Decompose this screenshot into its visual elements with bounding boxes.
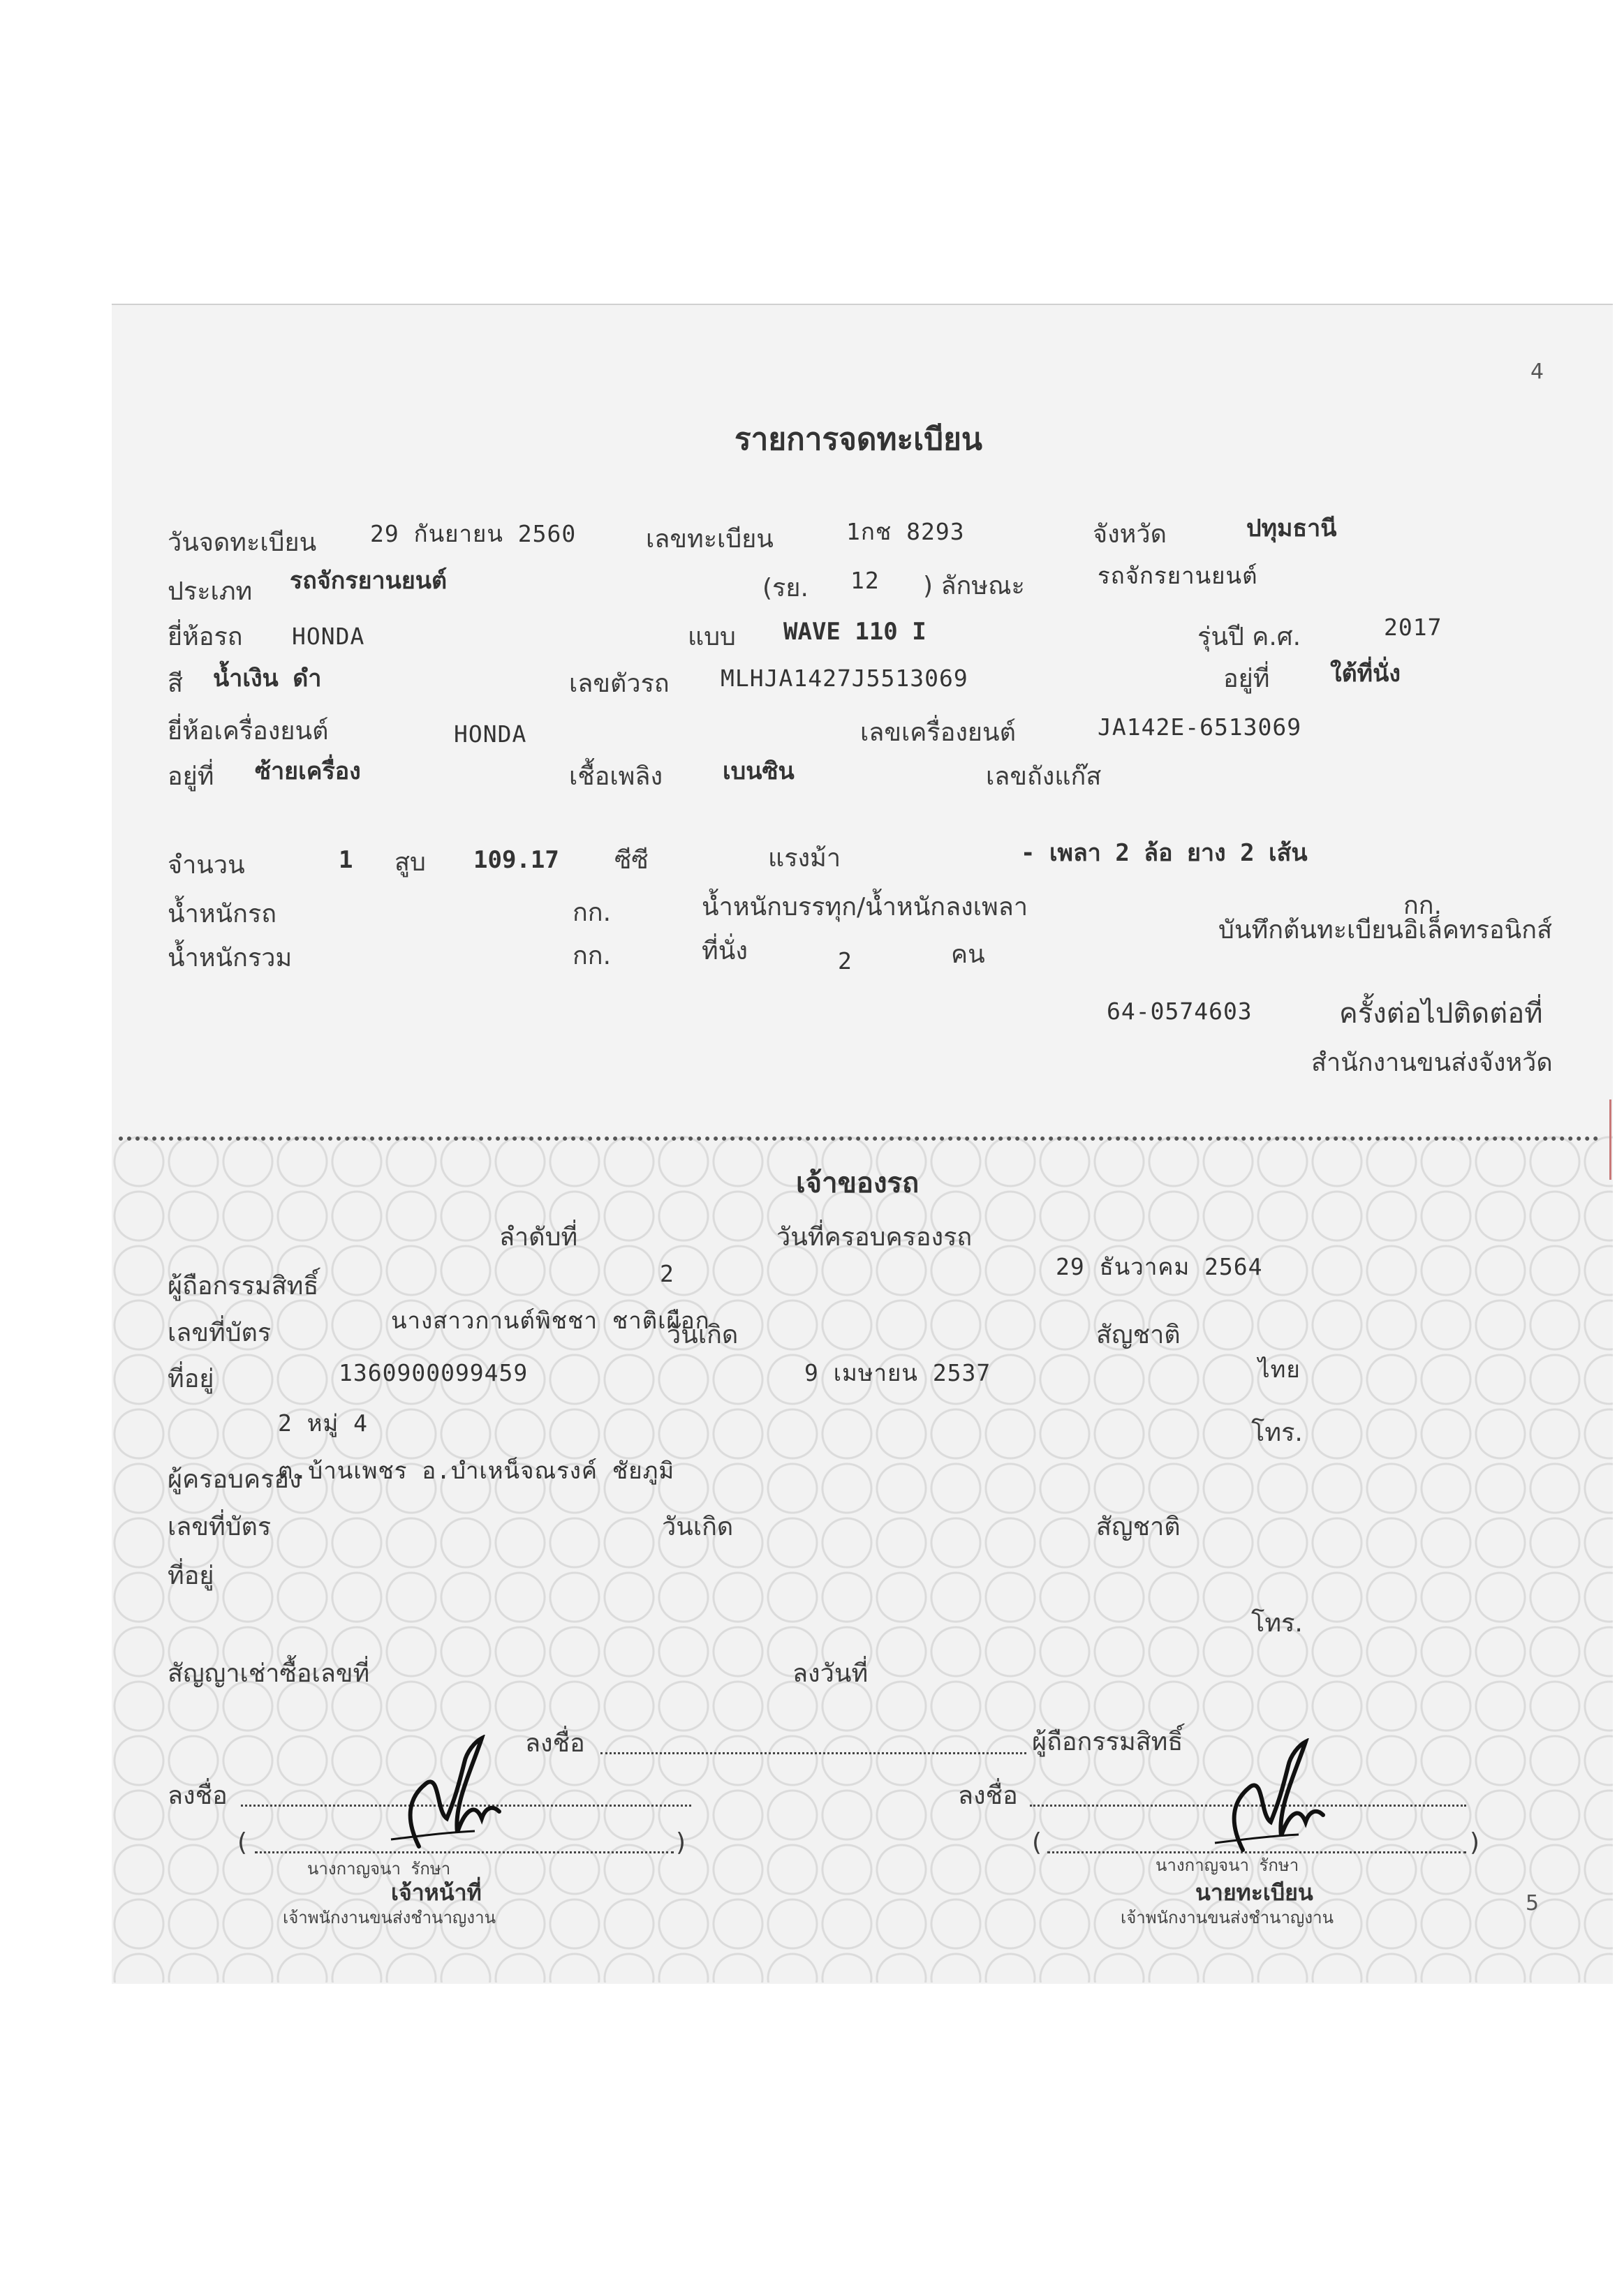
- location2-label: อยู่ที่: [168, 762, 214, 791]
- fuel-value: เบนซิน: [723, 757, 795, 785]
- engine-brand-value: HONDA: [454, 720, 527, 748]
- gross-kg: กก.: [573, 942, 612, 970]
- location1-value: ใต้ที่นั่ง: [1330, 660, 1401, 688]
- location2-value: ซ้ายเครื่อง: [255, 757, 361, 785]
- order-value: 2: [660, 1260, 674, 1287]
- perforation-line: [119, 1136, 1599, 1141]
- model-label: แบบ: [688, 623, 736, 651]
- type-value: รถจักรยานยนต์: [290, 567, 448, 595]
- ry-value: 12: [850, 567, 880, 594]
- count-value: 1: [339, 846, 353, 874]
- axle-value: - เพลา 2 ล้อ ยาง 2 เส้น: [1021, 839, 1308, 867]
- possess-date-label: วันที่ครอบครองรถ: [776, 1223, 973, 1252]
- official-title-right: นายทะเบียน: [1195, 1879, 1313, 1906]
- seat-value: 2: [838, 947, 852, 975]
- nationality-label: สัญชาติ: [1096, 1321, 1181, 1349]
- plate-label: เลขทะเบียน: [646, 525, 774, 554]
- province-value: ปทุมธานี: [1246, 514, 1337, 542]
- color-label: สี: [168, 669, 183, 698]
- chassis-value: MLHJA1427J5513069: [721, 665, 968, 692]
- nationality-value: ไทย: [1258, 1356, 1301, 1383]
- color-value: น้ำเงิน ดำ: [213, 665, 322, 692]
- load-kg: กก.: [1403, 891, 1442, 920]
- weight-label: น้ำหนักรถ: [168, 900, 277, 928]
- official-office-left: เจ้าพนักงานขนส่งชำนาญงาน: [283, 1908, 496, 1927]
- cc-label: ซีซี: [614, 846, 649, 875]
- type-label: ประเภท: [168, 577, 253, 606]
- paren-close-left: ): [676, 1828, 686, 1857]
- load-label: น้ำหนักบรรทุก/น้ำหนักลงเพลา: [702, 893, 1028, 921]
- next-contact: ครั้งต่อไปติดต่อที่: [1339, 998, 1543, 1030]
- order-label: ลำดับที่: [499, 1223, 578, 1252]
- person-label: คน: [951, 940, 985, 969]
- engine-brand-label: ยี่ห้อเครื่องยนต์: [168, 717, 329, 746]
- birth-label: วันเกิด: [667, 1321, 739, 1349]
- horsepower-label: แรงม้า: [768, 844, 841, 873]
- phone-label: โทร.: [1251, 1419, 1303, 1447]
- char-label: ) ลักษณะ: [923, 572, 1025, 600]
- address-line1: 2 หมู่ 4: [278, 1409, 368, 1437]
- official-title-left: เจ้าหน้าที่: [391, 1879, 482, 1906]
- engine-no-value: JA142E-6513069: [1098, 713, 1302, 741]
- model-value: WAVE 110 I: [783, 618, 927, 646]
- gross-weight-label: น้ำหนักรวม: [168, 944, 293, 972]
- birth-date: 9 เมษายน 2537: [804, 1359, 991, 1386]
- paren-open-left: (: [237, 1828, 248, 1857]
- ebook-label: บันทึกต้นทะเบียนอิเล็คทรอนิกส์: [1218, 916, 1553, 945]
- year-value: 2017: [1384, 614, 1442, 641]
- holder-sign-label: ผู้ถือกรรมสิทธิ์: [1032, 1728, 1183, 1756]
- birth-label-2: วันเกิด: [662, 1513, 734, 1541]
- sign-line-center: [600, 1752, 1026, 1754]
- cc-value: 109.17: [473, 846, 559, 874]
- reg-date-label: วันจดทะเบียน: [168, 528, 317, 557]
- signature-right: [1201, 1738, 1341, 1857]
- sign-label-center: ลงชื่อ: [525, 1729, 585, 1758]
- page-title: รายการจดทะเบียน: [735, 422, 982, 457]
- address-label: ที่อยู่: [168, 1365, 214, 1393]
- paren-close-right: ): [1470, 1828, 1480, 1857]
- owner-section-title: เจ้าของรถ: [796, 1167, 920, 1199]
- sign-label-left: ลงชื่อ: [168, 1782, 228, 1810]
- edge-mark: [1609, 1099, 1611, 1180]
- security-pattern-section: [112, 1134, 1613, 1983]
- date-signed-label: ลงวันที่: [792, 1659, 869, 1688]
- location1-label: อยู่ที่: [1223, 665, 1270, 693]
- holder-label: ผู้ถือกรรมสิทธิ์: [168, 1272, 319, 1301]
- province-label: จังหวัด: [1093, 520, 1167, 549]
- brand-value: HONDA: [292, 623, 365, 650]
- page-number-bottom: 5: [1526, 1891, 1540, 1916]
- page-number-top: 4: [1530, 360, 1544, 384]
- seat-label: ที่นั่ง: [702, 937, 748, 965]
- reg-date-value: 29 กันยายน 2560: [370, 520, 577, 547]
- signature-left: [377, 1735, 517, 1853]
- occupant-label: ผู้ครอบครอง: [168, 1465, 302, 1494]
- card-label-2: เลขที่บัตร: [168, 1513, 272, 1541]
- brand-label: ยี่ห้อรถ: [168, 623, 243, 651]
- phone-label-2: โทร.: [1251, 1609, 1303, 1638]
- lease-label: สัญญาเช่าซื้อเลขที่: [168, 1659, 370, 1688]
- office-name: สำนักงานขนส่งจังหวัด: [1311, 1049, 1553, 1077]
- official-name-left: นางกาญจนา รักษา: [307, 1859, 451, 1879]
- nationality-label-2: สัญชาติ: [1096, 1513, 1181, 1541]
- cylinder-label: สูบ: [394, 848, 426, 877]
- document-number: 64-0574603: [1107, 998, 1253, 1025]
- count-label: จำนวน: [168, 851, 245, 880]
- address-label-2: ที่อยู่: [168, 1562, 214, 1590]
- gas-tank-label: เลขถังแก๊ส: [986, 762, 1102, 791]
- weight-kg: กก.: [573, 898, 612, 927]
- address-line2: ต.บ้านเพชร อ.บำเหน็จณรงค์ ชัยภูมิ: [278, 1457, 675, 1484]
- char-value: รถจักรยานยนต์: [1098, 562, 1258, 589]
- official-name-right: นางกาญจนา รักษา: [1156, 1856, 1299, 1875]
- card-number: 1360900099459: [339, 1359, 529, 1386]
- ry-label: (รย.: [762, 574, 809, 602]
- holder-name: นางสาวกานต์พิชชา ชาติเผือก: [391, 1307, 710, 1334]
- fuel-label: เชื้อเพลิง: [569, 762, 663, 791]
- sign-label-right: ลงชื่อ: [958, 1782, 1018, 1810]
- paren-open-right: (: [1032, 1828, 1042, 1857]
- official-office-right: เจ้าพนักงานขนส่งชำนาญงาน: [1121, 1908, 1334, 1927]
- possess-date-value: 29 ธันวาคม 2564: [1056, 1253, 1263, 1280]
- chassis-label: เลขตัวรถ: [569, 669, 670, 698]
- card-label: เลขที่บัตร: [168, 1319, 272, 1347]
- engine-no-label: เลขเครื่องยนต์: [860, 718, 1016, 747]
- plate-value: 1กช 8293: [846, 518, 965, 545]
- year-label: รุ่นปี ค.ศ.: [1197, 623, 1301, 651]
